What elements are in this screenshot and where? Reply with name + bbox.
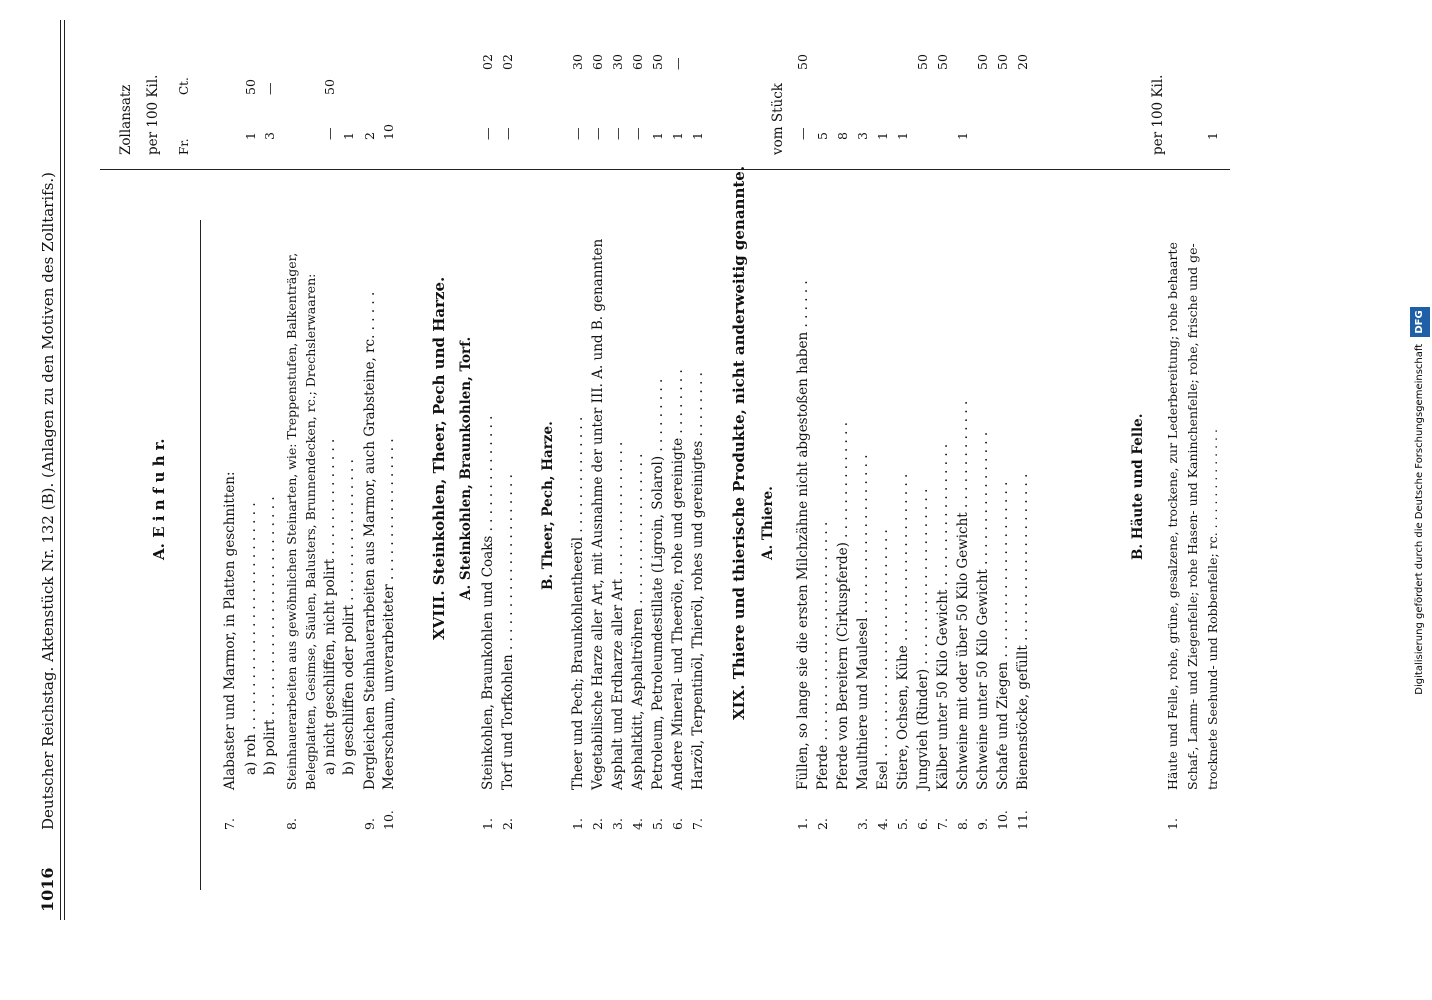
table-top-rule xyxy=(200,220,201,890)
item-fr: — xyxy=(500,127,515,140)
subsection-thiere-heading: A. Thiere. xyxy=(760,486,776,560)
item-text: Schafe und Ziegen . . . . . . . . . . . . . . . . . . . . . xyxy=(995,481,1011,790)
item-number: 7. xyxy=(935,818,950,830)
item-text: Schweine mit oder über 50 Kilo Gewicht . . . . . . . . . . . . . xyxy=(955,400,971,790)
subsection-b-heading: B. Theer, Pech, Harze. xyxy=(540,421,556,590)
subsection-haeute-heading: B. Häute und Felle. xyxy=(1130,413,1146,560)
item-number: 9. xyxy=(362,818,377,830)
digitization-text: Digitalisierung gefördert durch die Deutsche Forschungsgemeinschaft xyxy=(1414,343,1425,695)
item-text: Alabaster und Marmor, in Platten geschnitten: xyxy=(222,471,238,790)
item-fr: 1 xyxy=(690,132,705,140)
item-text: Schweine unter 50 Kilo Gewicht . . . . . . . . . . . . . . . . xyxy=(975,431,991,790)
section-xviii-heading: XVIII. Steinkohlen, Theer, Pech und Harze. xyxy=(430,276,448,640)
item-number: 8. xyxy=(284,818,299,830)
item-number: 1. xyxy=(570,818,585,830)
item-fr: 1 xyxy=(875,132,890,140)
item-text: a) nicht geschliffen, nicht polirt . . . . . . . . . . . . . . xyxy=(322,438,338,775)
item-ct: 60 xyxy=(630,54,645,70)
item-number: 4. xyxy=(875,818,890,830)
item-fr: — xyxy=(570,127,585,140)
item-text: Kälber unter 50 Kilo Gewicht . . . . . . . . . . . . . . . . . xyxy=(935,443,951,790)
item-text: Pferde . . . . . . . . . . . . . . . . . . . . . . . . . . xyxy=(815,521,831,790)
item-ct: 50 xyxy=(935,54,950,70)
item-fr: 1 xyxy=(895,132,910,140)
item-text: Stiere, Ochsen, Kühe . . . . . . . . . . . . . . . . . . . . xyxy=(895,473,911,790)
item-text: Asphalt und Erdharze aller Art . . . . . . . . . . . . . . . . xyxy=(610,441,626,790)
item-number: 5. xyxy=(650,818,665,830)
section-xix-heading: XIX. Thiere und thierische Produkte, nicht anderweitig genannte. xyxy=(730,165,748,720)
col-header-fr: Fr. xyxy=(177,138,191,155)
item-text: Steinhauerarbeiten aus gewöhnlichen Steinarten, wie: Treppenstufen, Balkenträger, xyxy=(284,252,299,790)
unit-label: per 100 Kil. xyxy=(1150,74,1166,155)
item-text: b) geschliffen oder polirt . . . . . . . . . . . . . . . . . xyxy=(341,459,357,775)
header-rule xyxy=(60,20,61,920)
item-text: b) polirt . . . . . . . . . . . . . . . . . . . . . . . . . . xyxy=(262,496,278,775)
section-a-heading: A. E i n f u h r. xyxy=(150,438,168,560)
item-text: Schaf-, Lamm- und Ziegenfelle; rohe Hasen- und Kaninchenfelle; rohe, frische und ge- xyxy=(1185,243,1200,790)
item-fr: 1 xyxy=(1205,132,1220,140)
item-fr: 8 xyxy=(835,132,850,140)
item-ct: 50 xyxy=(650,54,665,70)
item-text: Belegplatten, Gesimse, Säulen, Balusters, Brunnendecken, rc.; Drechslerwaaren: xyxy=(303,273,318,790)
item-fr: — xyxy=(610,127,625,140)
item-fr: 1 xyxy=(243,132,258,140)
item-number: 6. xyxy=(915,818,930,830)
digitization-note xyxy=(1410,6,1430,996)
item-fr: — xyxy=(590,127,605,140)
item-ct: 30 xyxy=(570,54,585,70)
item-text: Häute und Felle, rohe, grüne, gesalzene, trockene, zur Lederbereitung; rohe behaarte xyxy=(1165,242,1180,790)
item-number: 10. xyxy=(995,810,1010,830)
item-text: Vegetabilische Harze aller Art, mit Ausnahme der unter III. A. und B. genannten xyxy=(590,238,606,790)
item-text: a) roh . . . . . . . . . . . . . . . . . . . . . . . . . . . xyxy=(243,502,259,775)
dfg-logo: DFG xyxy=(1410,307,1430,336)
running-header: Deutscher Reichstag. Aktenstück Nr. 132 (B). (Anlagen zu den Motiven des Zolltarifs.) xyxy=(39,171,57,830)
item-text: Füllen, so lange sie die ersten Milchzähne nicht abgestoßen haben . . . . . . xyxy=(795,280,811,790)
item-number: 1. xyxy=(480,818,495,830)
item-ct: 50 xyxy=(995,54,1010,70)
item-text: Meerschaum, unverarbeiteter . . . . . . . . . . . . . . . . . xyxy=(381,438,397,790)
item-ct: 50 xyxy=(322,79,337,95)
item-ct: 50 xyxy=(795,54,810,70)
item-number: 1. xyxy=(1165,818,1180,830)
item-number: 7. xyxy=(222,818,237,830)
item-text: Dergleichen Steinhauerarbeiten aus Marmor, auch Grabsteine, rc. . . . . . xyxy=(362,291,378,790)
item-text: Asphaltkitt, Asphaltröhren . . . . . . . . . . . . . . . . . . xyxy=(630,453,646,790)
item-text: Jungvieh (Rinder) . . . . . . . . . . . . . . . . . . . . . xyxy=(915,488,931,790)
item-number: 5. xyxy=(895,818,910,830)
item-fr: 1 xyxy=(670,132,685,140)
item-fr: — xyxy=(630,127,645,140)
item-number: 6. xyxy=(670,818,685,830)
item-fr: 10 xyxy=(381,124,396,140)
item-number: 2. xyxy=(815,818,830,830)
item-text: trocknete Seehund- und Robbenfelle; rc. . . . . . . . . . . . . . xyxy=(1205,429,1220,790)
item-number: 1. xyxy=(795,818,810,830)
item-ct: 60 xyxy=(590,54,605,70)
item-ct: 30 xyxy=(610,54,625,70)
item-fr: 1 xyxy=(341,132,356,140)
item-number: 11. xyxy=(1015,810,1030,830)
item-number: 3. xyxy=(855,818,870,830)
item-number: 7. xyxy=(690,818,705,830)
item-fr: 3 xyxy=(855,132,870,140)
item-number: 10. xyxy=(381,810,396,830)
item-ct: 20 xyxy=(1015,54,1030,70)
subsection-a-heading: A. Steinkohlen, Braunkohlen, Torf. xyxy=(458,336,474,600)
col-header-zollansatz: Zollansatz xyxy=(118,84,134,155)
item-ct: 02 xyxy=(480,54,495,70)
item-fr: 1 xyxy=(650,132,665,140)
item-ct: — xyxy=(670,57,685,70)
item-text: Pferde von Bereitern (Cirkuspferde) . . . . . . . . . . . . . . xyxy=(835,421,851,790)
item-text: Harzöl, Terpentinöl, Thieröl, rohes und gereinigtes . . . . . . . . xyxy=(690,372,706,790)
item-number: 4. xyxy=(630,818,645,830)
item-ct: 02 xyxy=(500,54,515,70)
item-number: 2. xyxy=(500,818,515,830)
item-text: Steinkohlen, Braunkohlen und Coaks . . . . . . . . . . . . . . xyxy=(480,415,496,790)
item-text: Bienenstöcke, gefüllt . . . . . . . . . . . . . . . . . . . . xyxy=(1015,473,1031,790)
item-number: 2. xyxy=(590,818,605,830)
col-header-ct: Ct. xyxy=(177,77,191,95)
item-text: Petroleum, Petroleumdestillate (Ligroin, Solarol) . . . . . . . . . xyxy=(650,378,666,790)
item-fr: — xyxy=(480,127,495,140)
item-ct: 50 xyxy=(975,54,990,70)
page-number: 1016 xyxy=(38,867,57,912)
item-text: Andere Mineral- und Theeröle, rohe und gereinigte . . . . . . . . xyxy=(670,369,686,790)
item-text: Torf und Torfkohlen . . . . . . . . . . . . . . . . . . . . . xyxy=(500,474,516,790)
tariff-column-divider xyxy=(100,169,1230,170)
item-fr: 5 xyxy=(815,132,830,140)
item-fr: — xyxy=(322,127,337,140)
unit-label: vom Stück xyxy=(770,83,786,155)
item-text: Esel . . . . . . . . . . . . . . . . . . . . . . . . . . . xyxy=(875,529,891,790)
item-ct: 50 xyxy=(915,54,930,70)
item-ct: — xyxy=(262,82,277,95)
item-fr: 3 xyxy=(262,132,277,140)
item-ct: 50 xyxy=(243,79,258,95)
item-text: Maulthiere und Maulesel . . . . . . . . . . . . . . . . . . . xyxy=(855,454,871,790)
col-header-unit: per 100 Kil. xyxy=(145,74,161,155)
item-number: 3. xyxy=(610,818,625,830)
item-fr: 1 xyxy=(955,132,970,140)
item-fr: 2 xyxy=(362,132,377,140)
item-number: 8. xyxy=(955,818,970,830)
item-number: 9. xyxy=(975,818,990,830)
item-fr: — xyxy=(795,127,810,140)
item-text: Theer und Pech; Braunkohlentheeröl . . . . . . . . . . . . . . xyxy=(570,416,586,790)
header-rule-2 xyxy=(64,20,65,920)
